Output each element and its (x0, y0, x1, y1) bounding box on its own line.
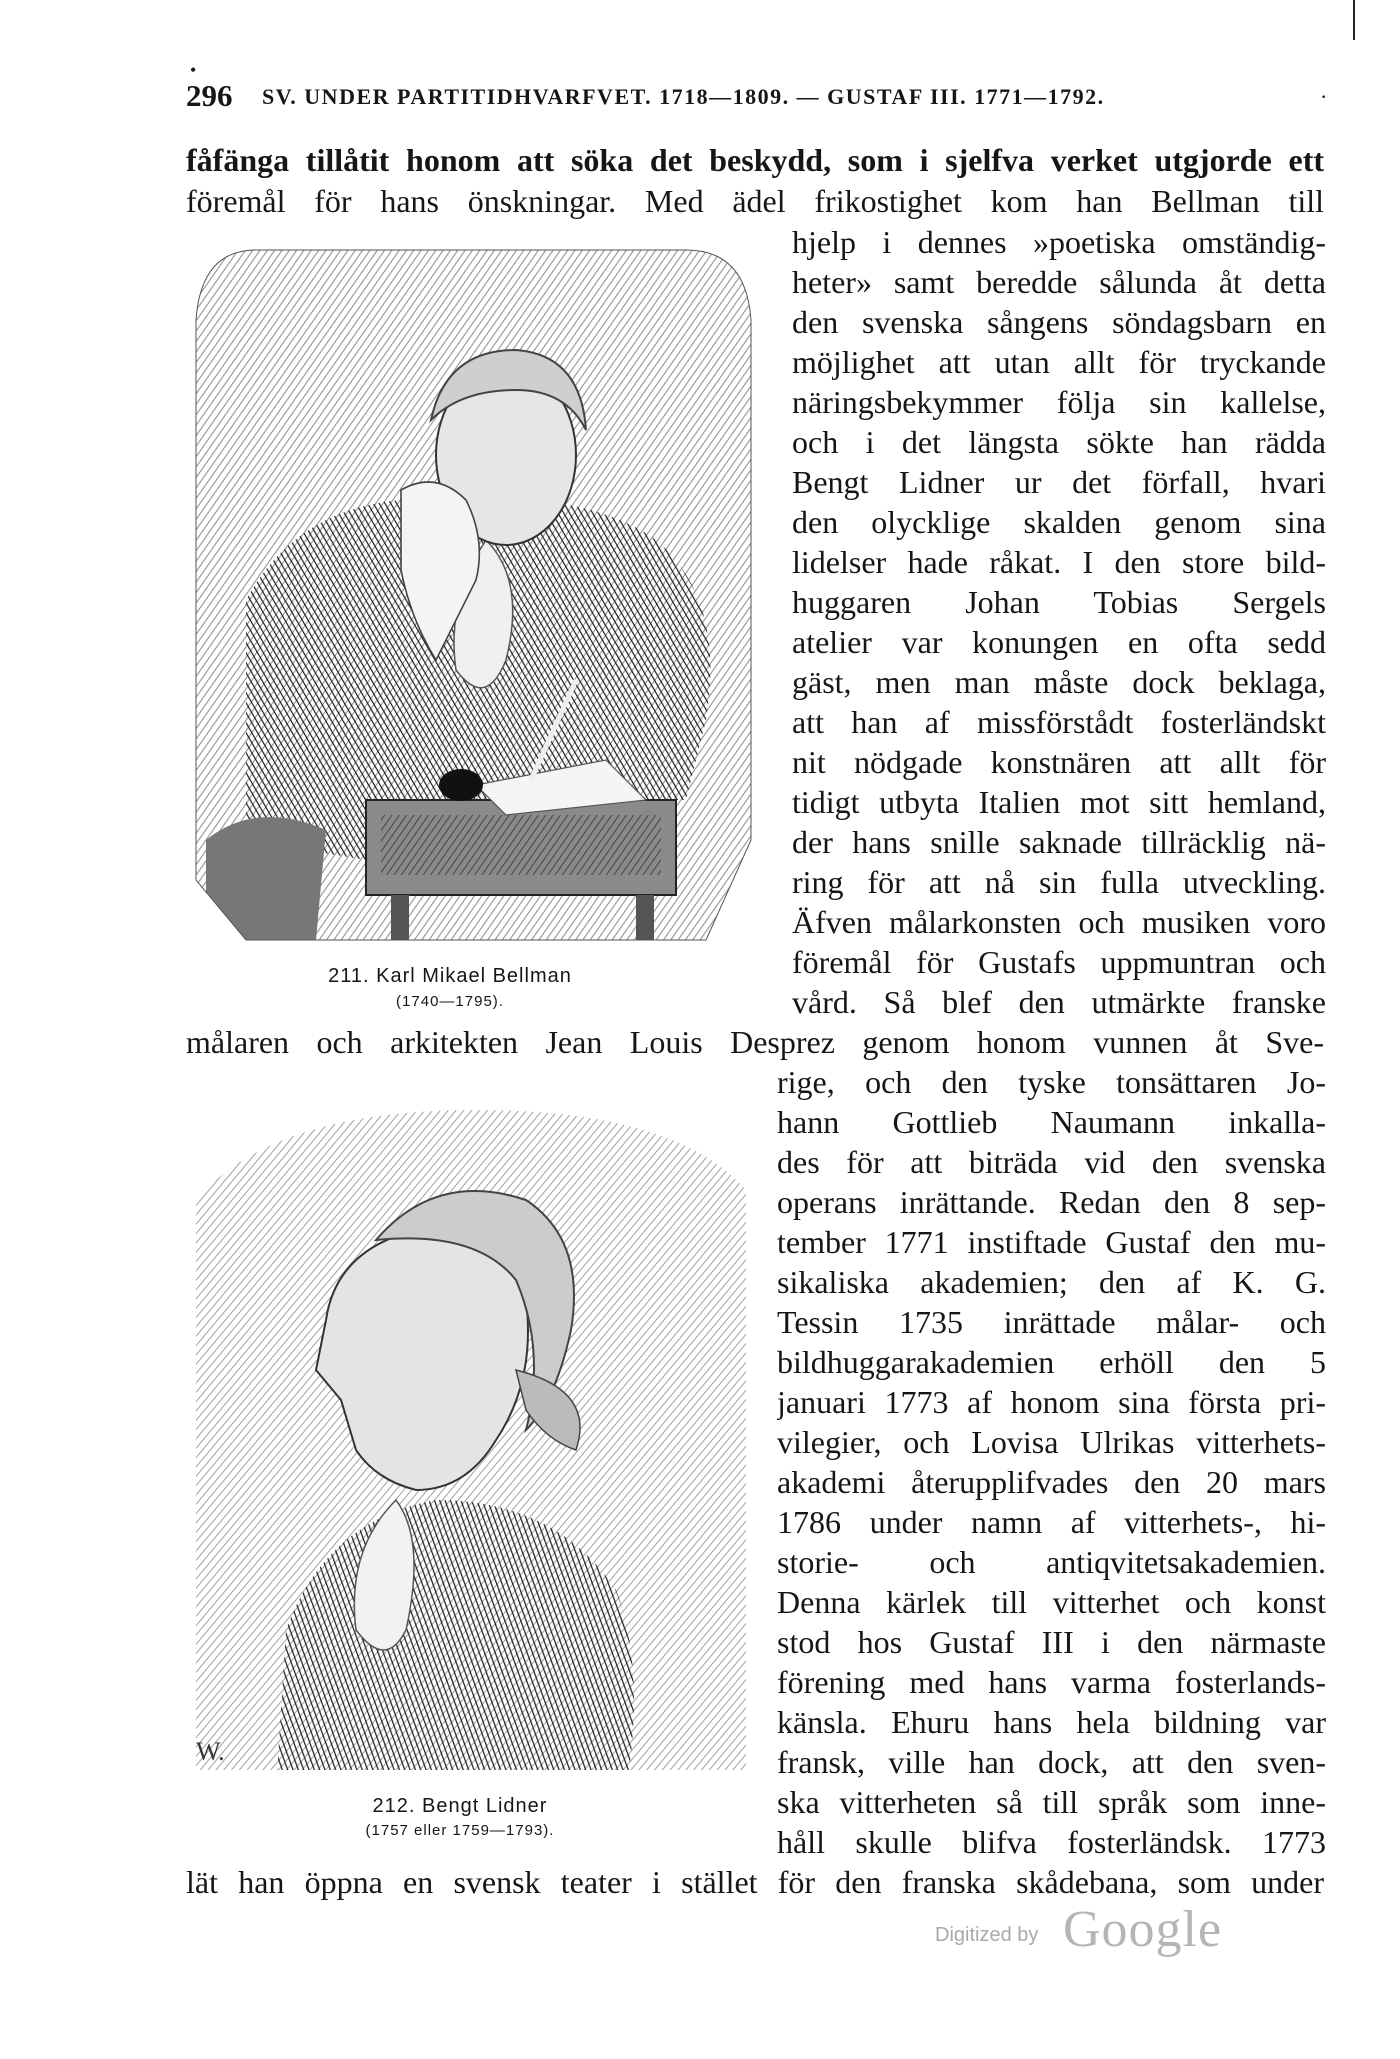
page-number: 296 (186, 78, 233, 113)
text-line: vård. Så blef den utmärkte franske (792, 984, 1326, 1020)
text-line: storie- och antiqvitetsakademien. (777, 1544, 1326, 1580)
running-header (186, 60, 1329, 114)
header-dot-right: · (1320, 84, 1329, 109)
google-logo: Google (1063, 1901, 1223, 1958)
bellman-engraving (186, 240, 758, 960)
figure-212-years: (1757 eller 1759—1793). (365, 1822, 555, 1839)
text-line: den svenska sångens söndagsbarn en (792, 304, 1326, 340)
text-line: heter» samt beredde sålunda åt detta (792, 264, 1326, 300)
watermark-prefix: Digitized by (935, 1924, 1039, 1946)
text-line: gäst, men man måste dock beklaga, (792, 664, 1326, 700)
text-line: fransk, ville han dock, att den sven- (777, 1744, 1326, 1780)
text-line: akademi återupplifvades den 20 mars (777, 1464, 1326, 1500)
text-line: näringsbekymmer följa sin kallelse, (792, 384, 1326, 420)
text-line: fåfänga tillåtit honom att söka det beskydd, som i sjelfva verket utgjorde ett (186, 142, 1324, 178)
page-edge-rule (1353, 0, 1355, 40)
text-line: hann Gottlieb Naumann inkalla- (777, 1104, 1326, 1140)
text-line: des för att biträda vid den svenska (777, 1144, 1326, 1180)
header-dot: • (190, 60, 198, 80)
text-line: lät han öppna en svensk teater i stället för den franska skådebana, som under (186, 1864, 1324, 1900)
text-line: der hans snille saknade tillräcklig nä- (792, 824, 1326, 860)
figure-211-years: (1740—1795). (396, 993, 504, 1010)
text-line: föremål för Gustafs uppmuntran och (792, 944, 1326, 980)
text-line: möjlighet att utan allt för tryckande (792, 344, 1326, 380)
text-line: den olycklige skalden genom sina (792, 504, 1326, 540)
figure-211-caption: 211. Karl Mikael Bellman (328, 965, 572, 987)
text-line: tidigt utbyta Italien mot sitt hemland, (792, 784, 1326, 820)
text-line: Bengt Lidner ur det förfall, hvari (792, 464, 1326, 500)
text-line: lidelser hade råkat. I den store bild- (792, 544, 1326, 580)
text-line: Tessin 1735 inrättade målar- och (777, 1304, 1326, 1340)
text-line: och i det längsta sökte han rädda (792, 424, 1326, 460)
text-line: vilegier, och Lovisa Ulrikas vitterhets- (777, 1424, 1326, 1460)
text-line: operans inrättande. Redan den 8 sep- (777, 1184, 1326, 1220)
text-line: stod hos Gustaf III i den närmaste (777, 1624, 1326, 1660)
text-line: januari 1773 af honom sina första pri- (777, 1384, 1326, 1420)
text-line: Äfven målarkonsten och musiken voro (792, 904, 1326, 940)
text-line: rige, och den tyske tonsättaren Jo- (777, 1064, 1326, 1100)
text-line: atelier var konungen en ofta sedd (792, 624, 1326, 660)
engraver-monogram: W. (196, 1737, 225, 1766)
text-line: ring för att nå sin fulla utveckling. (792, 864, 1326, 900)
digitized-watermark (935, 1898, 1235, 1958)
text-line: håll skulle blifva fosterländsk. 1773 (777, 1824, 1326, 1860)
text-line: ska vitterheten så till språk som inne- (777, 1784, 1326, 1820)
text-line: hjelp i dennes »poetiska omständig- (792, 224, 1326, 260)
running-title: SV. UNDER PARTITIDHVARFVET. 1718—1809. — GUSTAF III. 1771—1792. (262, 84, 1105, 109)
text-line: bildhuggarakademien erhöll den 5 (777, 1344, 1326, 1380)
text-line: förening med hans varma fosterlands- (777, 1664, 1326, 1700)
text-line: Denna kärlek till vitterhet och konst (777, 1584, 1326, 1620)
text-line: målaren och arkitekten Jean Louis Desprez genom honom vunnen åt Sve- (186, 1024, 1324, 1060)
text-line: tember 1771 instiftade Gustaf den mu- (777, 1224, 1326, 1260)
text-line: känsla. Ehuru hans hela bildning var (777, 1704, 1326, 1740)
text-line: nit nödgade konstnären att allt för (792, 744, 1326, 780)
lidner-engraving (176, 1070, 766, 1790)
figure-212-caption: 212. Bengt Lidner (372, 1795, 548, 1817)
text-line: att han af missförstådt fosterländskt (792, 704, 1326, 740)
text-line: huggaren Johan Tobias Sergels (792, 584, 1326, 620)
text-line: sikaliska akademien; den af K. G. (777, 1264, 1326, 1300)
text-line: föremål för hans önskningar. Med ädel frikostighet kom han Bellman till (186, 183, 1324, 219)
text-line: 1786 under namn af vitterhets-, hi- (777, 1504, 1326, 1540)
